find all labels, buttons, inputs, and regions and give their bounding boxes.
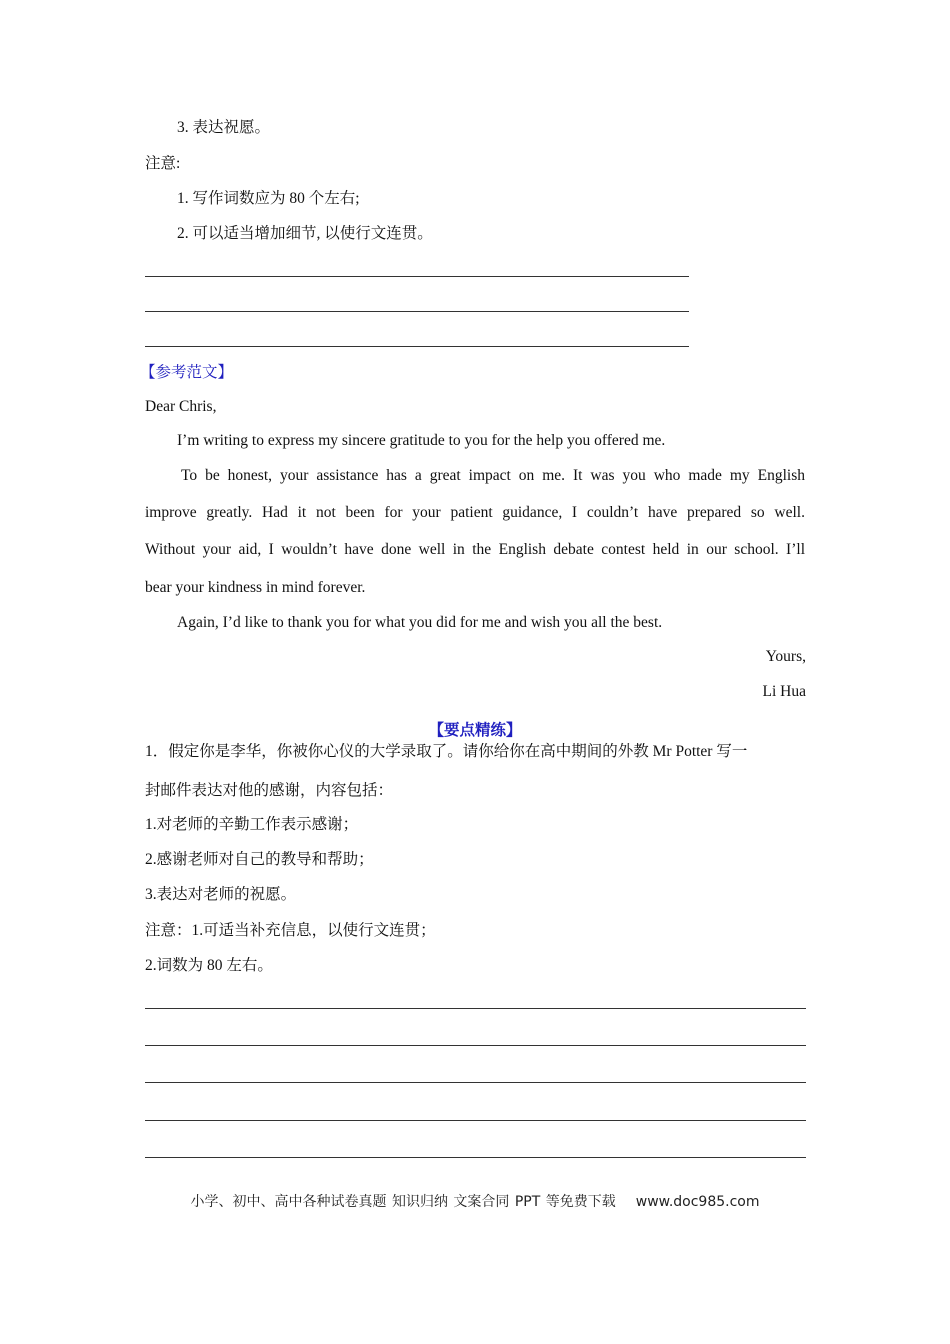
paragraph-1: I’m writing to express my sincere gratitude to you for the help you offered me. [177,432,666,449]
practice-note-1: 注意：1.可适当补充信息，以使行文连贯； [145,922,436,939]
signature: Li Hua [762,683,806,700]
closing: Yours, [765,648,806,665]
sample-heading: 【参考范文】 [140,364,234,381]
paragraph-2-line-2: improve greatly. Had it not been for your patient guidance, I couldn’t have prepared so well. [145,504,805,521]
answer-line [145,276,689,277]
paragraph-2-line-3: Without your aid, I wouldn’t have done well in the English debate contest held in our school. I’ll [145,541,805,558]
paragraph-3: Again, I’d like to thank you for what you did for me and wish you all the best. [177,614,663,631]
salutation: Dear Chris, [145,398,217,415]
note-label: 注意: [145,155,181,172]
answer-line [145,1120,806,1121]
content-item-3: 3.表达对老师的祝愿。 [145,886,297,903]
note-item-2: 2. 可以适当增加细节, 以使行文连贯。 [177,225,433,242]
question-1-line-2: 封邮件表达对他的感谢，内容包括： [145,782,394,799]
footer-text: 小学、初中、高中各种试卷真题 知识归纳 文案合同 PPT 等免费下载 [190,1194,616,1210]
answer-line [145,346,689,347]
content-item-1: 1.对老师的辛勤工作表示感谢； [145,816,359,833]
task-item-3: 3. 表达祝愿。 [177,119,271,136]
answer-line [145,1045,806,1046]
answer-line [145,1082,806,1083]
answer-line [145,311,689,312]
answer-line [145,1157,806,1158]
answer-line [145,1008,806,1009]
paragraph-2-line-4: bear your kindness in mind forever. [145,579,366,596]
footer-site-link[interactable]: www.doc985.com [635,1194,760,1210]
content-item-2: 2.感谢老师对自己的教导和帮助； [145,851,374,868]
practice-heading: 【要点精练】 [428,722,522,739]
note-item-1: 1. 写作词数应为 80 个左右; [177,190,360,207]
practice-note-2: 2.词数为 80 左右。 [145,957,273,974]
paragraph-2-line-1: To be honest, your assistance has a great impact on me. It was you who made my English [181,467,805,484]
footer [0,1191,950,1211]
question-1-line-1: 1．假定你是李华，你被你心仪的大学录取了。请你给你在高中期间的外教 Mr Potter 写一 [145,743,748,760]
